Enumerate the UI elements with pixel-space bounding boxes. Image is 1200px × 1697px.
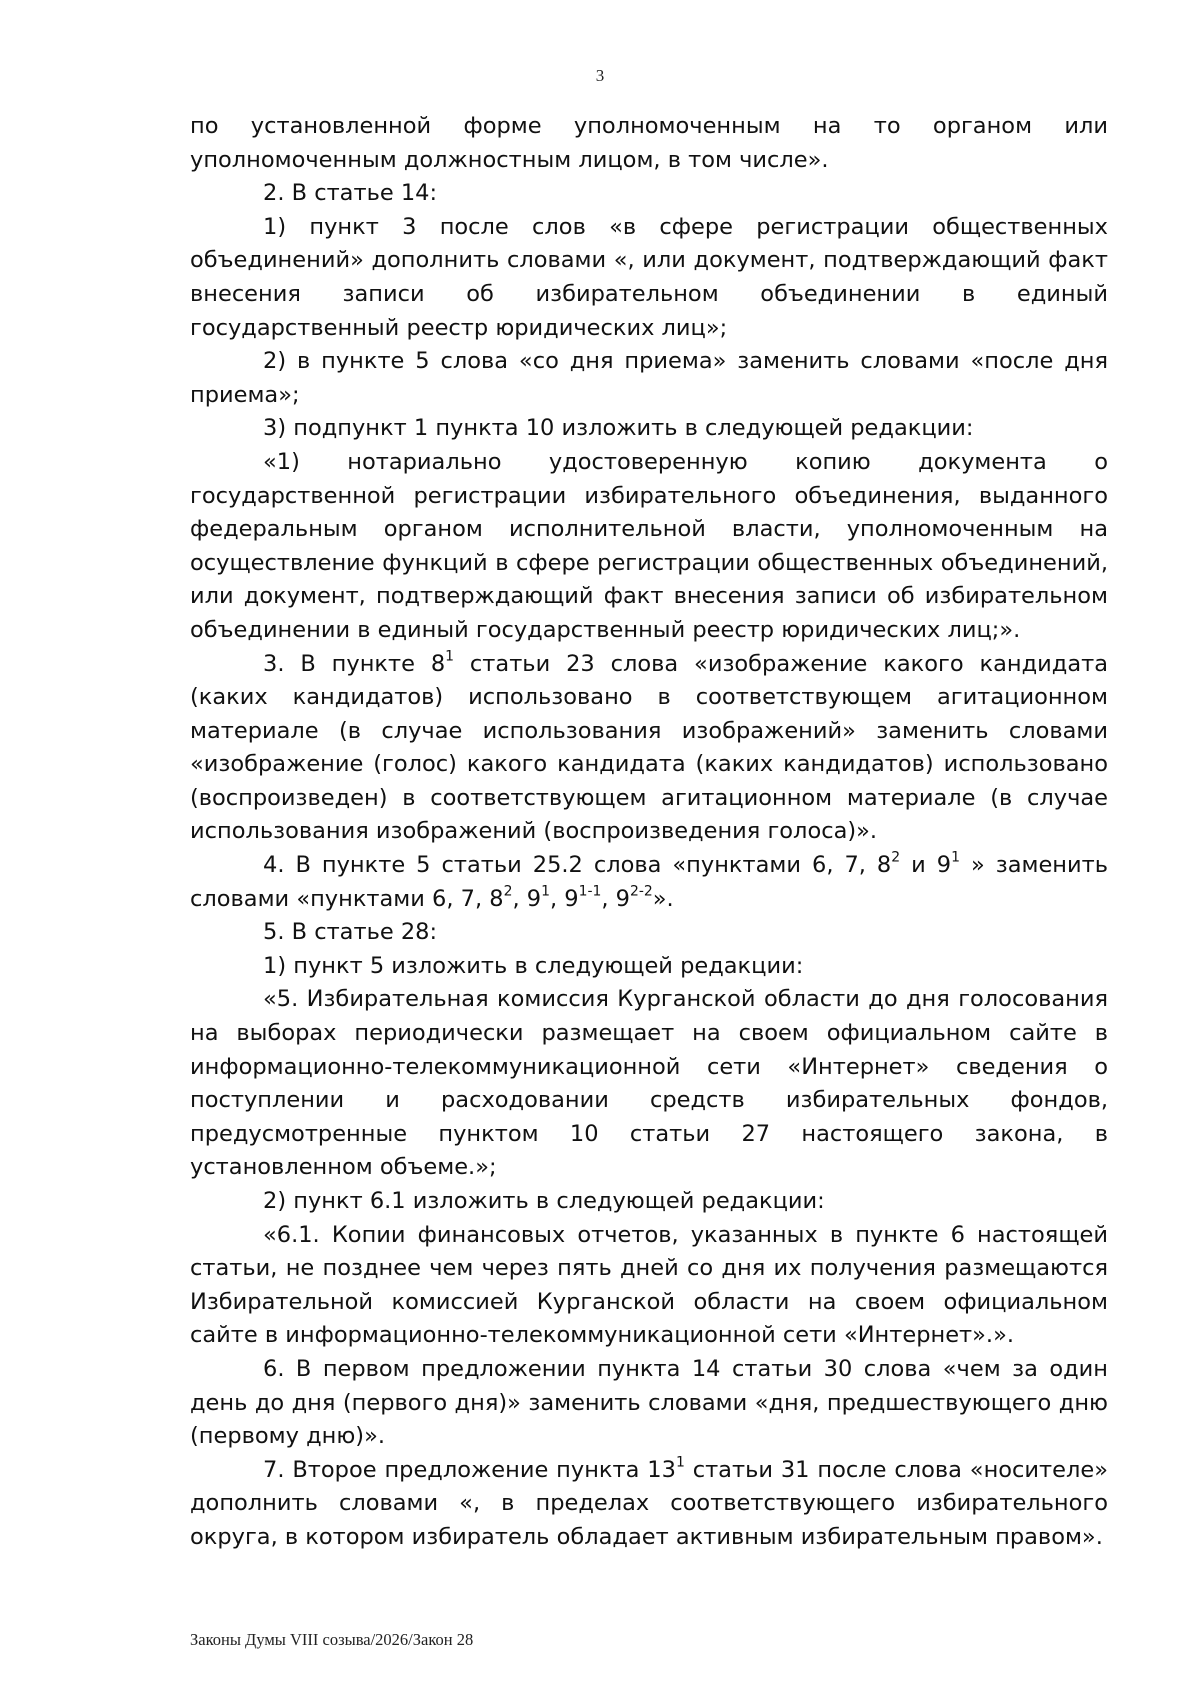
paragraph-item-7 [190, 1454, 1108, 1555]
paragraph-text: , 9 [512, 885, 542, 912]
paragraph-text: ». [652, 885, 674, 912]
paragraph-continuation: по установленной форме уполномоченным на то органом или уполномоченным должностным лицом, в том числе». [190, 113, 1108, 173]
superscript: 2 [891, 849, 901, 866]
superscript: 2 [503, 883, 513, 900]
page-number: 3 [595, 66, 605, 85]
superscript: 1 [951, 849, 960, 866]
paragraph-text: статьи 31 после слова «носителе» дополнить словами «, в пределах соответствующего избирательного округа, в котором избиратель обладает активным избирательным правом». [190, 1456, 1108, 1550]
paragraph-text: 4. В пункте 5 статьи 25.2 слова «пунктами 6, 7, 8 [263, 852, 892, 879]
paragraph-text: , 9 [601, 885, 630, 912]
paragraph-item-2: 2. В статье 14: [263, 180, 438, 207]
superscript: 2-2 [630, 883, 653, 900]
superscript: 1 [445, 648, 455, 665]
paragraph-text: » заменить словами «пунктами 6, 7, 8 [190, 852, 1109, 912]
document-footer: Законы Думы VIII созыва/2026/Закон 28 [190, 1630, 474, 1649]
paragraph-text: и 9 [900, 852, 952, 879]
paragraph-subitem-5-1: 1) пункт 5 изложить в следующей редакции: [263, 952, 804, 979]
paragraph-subitem-5-2: 2) пункт 6.1 изложить в следующей редакции: [263, 1188, 825, 1214]
superscript: 1 [541, 883, 550, 900]
paragraph-text: , 9 [549, 885, 579, 912]
paragraph-quote-5-2: «6.1. Копии финансовых отчетов, указанных в пункте 6 настоящей статьи, не позднее чем через пять дней со дня их получения размещаются Избирательной комиссией Курганской области на своем официальном сайте в информационно-телекоммуникационной сети «Интернет».». [190, 1221, 1108, 1349]
paragraph-text: 3. В пункте 8 [263, 650, 446, 677]
paragraph-item-3 [190, 648, 1108, 850]
paragraph-quote-2-3: «1) нотариально удостоверенную копию документа о государственной регистрации избирательного объединения, выданного федеральным органом исполнительной власти, уполномоченным на осуществление функций в сфере регистрации общественных объединений, или документ, подтверждающий факт внесения записи об избирательном объединении в единый государственный реестр юридических лиц;». [190, 448, 1108, 643]
paragraph-text: статьи 23 слова «изображение какого кандидата (каких кандидатов) использовано в соответствующем агитационном материале (в случае использования изображений» заменить словами «изображение (голос) какого кандидата (каких кандидатов) использовано (воспроизведен) в соответствующем агитационном материале (в случае использования изображений (воспроизведения голоса)». [190, 650, 1109, 845]
superscript: 1 [675, 1454, 685, 1471]
paragraph-item-4 [190, 849, 1108, 916]
paragraph-subitem-2-3: 3) подпункт 1 пункта 10 изложить в следующей редакции: [263, 415, 974, 442]
paragraph-subitem-2-1: 1) пункт 3 после слов «в сфере регистрации общественных объединений» дополнить словами «, или документ, подтверждающий факт внесения записи об избирательном объединении в единый государственный реестр юридических лиц»; [190, 213, 1108, 341]
paragraph-quote-5-1: «5. Избирательная комиссия Курганской области до дня голосования на выборах периодически размещает на своем официальном сайте в информационно-телекоммуникационной сети «Интернет» сведения о поступлении и расходовании средств избирательных фондов, предусмотренные пунктом 10 статьи 27 настоящего закона, в установленном объеме.»; [190, 986, 1108, 1181]
paragraph-text: 7. Второе предложение пункта 13 [263, 1456, 676, 1483]
paragraph-item-6: 6. В первом предложении пункта 14 статьи 30 слова «чем за один день до дня (первого дня)» заменить словами «дня, предшествующего дню (первому дню)». [190, 1355, 1108, 1450]
superscript: 1-1 [578, 883, 602, 900]
paragraph-item-5: 5. В статье 28: [263, 919, 438, 946]
document-body [190, 110, 1108, 1555]
paragraph-subitem-2-2: 2) в пункте 5 слова «со дня приема» заменить словами «после дня приема»; [190, 348, 1108, 408]
